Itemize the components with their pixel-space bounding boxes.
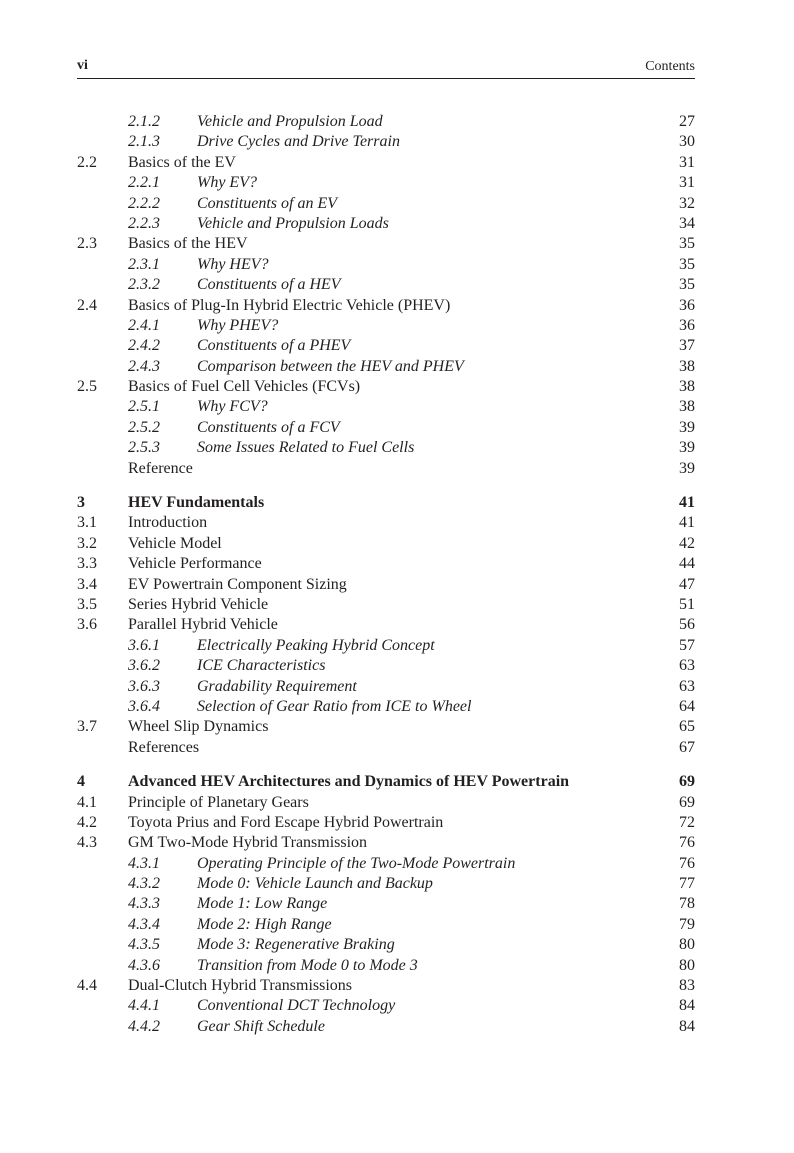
toc-subsection-entry <box>77 894 695 914</box>
entry-page-number: 36 <box>679 296 695 314</box>
running-title: Contents <box>645 59 695 74</box>
entry-title: Advanced HEV Architectures and Dynamics of HEV Powertrain <box>128 773 570 791</box>
entry-page-number: 72 <box>679 813 695 831</box>
toc-subsection-entry <box>77 438 695 458</box>
entry-title: Transition from Mode 0 to Mode 3 <box>197 956 418 974</box>
entry-title: Mode 1: Low Range <box>197 895 328 913</box>
entry-title: ICE Characteristics <box>197 657 326 675</box>
entry-title: Constituents of a PHEV <box>197 337 351 355</box>
toc-subsection-entry <box>77 275 695 295</box>
entry-number: 4.2 <box>77 813 97 831</box>
entry-page-number: 37 <box>679 337 695 355</box>
entry-number: 3.3 <box>77 555 97 573</box>
entry-page-number: 35 <box>679 235 695 253</box>
entry-title: Basics of Plug-In Hybrid Electric Vehicle (PHEV) <box>128 296 451 314</box>
entry-number: 2.2.2 <box>128 194 160 212</box>
toc-subsection-entry <box>77 1017 695 1037</box>
entry-page-number: 35 <box>679 276 695 294</box>
entry-number: 3.6.1 <box>128 636 160 654</box>
entry-number: 4.3.4 <box>128 915 160 933</box>
entry-page-number: 67 <box>679 738 695 756</box>
entry-number: 2.3.1 <box>128 255 160 273</box>
entry-page-number: 80 <box>679 956 695 974</box>
entry-number: 2.3.2 <box>128 276 160 294</box>
entry-title: Selection of Gear Ratio from ICE to Wheel <box>197 697 472 715</box>
entry-number: 2.1.3 <box>128 133 160 151</box>
entry-page-number: 76 <box>679 854 695 872</box>
entry-title: Vehicle and Propulsion Loads <box>197 214 389 232</box>
toc-section-entry <box>77 234 695 254</box>
entry-number: 2.4.2 <box>128 337 160 355</box>
entry-page-number: 83 <box>679 977 695 995</box>
entry-page-number: 42 <box>679 534 695 552</box>
toc-subsection-entry <box>77 173 695 193</box>
entry-number: 2.5.3 <box>128 439 160 457</box>
entry-title: Basics of the HEV <box>128 235 248 253</box>
toc-section-entry <box>77 153 695 173</box>
entry-page-number: 31 <box>679 174 695 192</box>
entry-title: Reference <box>128 459 193 477</box>
entry-number: 4 <box>77 773 85 791</box>
entry-title: Why FCV? <box>197 398 268 416</box>
entry-page-number: 77 <box>679 875 695 893</box>
toc-chapter-entry <box>77 493 695 513</box>
toc-subsection-entry <box>77 697 695 717</box>
entry-number: 3.6.2 <box>128 657 160 675</box>
toc-section-entry <box>77 615 695 635</box>
entry-number: 3.4 <box>77 575 97 593</box>
entry-title: Series Hybrid Vehicle <box>128 595 269 613</box>
entry-page-number: 65 <box>679 718 695 736</box>
entry-number: 2.2.1 <box>128 174 160 192</box>
entry-title: Vehicle Performance <box>128 555 262 573</box>
toc-section-entry <box>77 513 695 533</box>
toc-subsection-entry <box>77 255 695 275</box>
toc-subsection-entry <box>77 677 695 697</box>
entry-page-number: 64 <box>679 697 695 715</box>
entry-page-number: 38 <box>679 378 695 396</box>
entry-number: 2.4.1 <box>128 316 160 334</box>
entry-number: 4.3.5 <box>128 936 160 954</box>
entry-number: 2.5.1 <box>128 398 160 416</box>
entry-number: 3.6 <box>77 616 97 634</box>
running-header <box>77 58 695 79</box>
entry-title: Parallel Hybrid Vehicle <box>128 616 278 634</box>
entry-page-number: 51 <box>679 595 695 613</box>
entry-page-number: 39 <box>679 418 695 436</box>
toc-subsection-entry <box>77 316 695 336</box>
entry-page-number: 38 <box>679 398 695 416</box>
entry-title: Basics of the EV <box>128 153 236 171</box>
entry-page-number: 69 <box>679 793 695 811</box>
toc-subsection-entry <box>77 194 695 214</box>
toc-subsection-entry <box>77 397 695 417</box>
entry-number: 2.1.2 <box>128 113 160 130</box>
toc-section-entry <box>77 595 695 615</box>
entry-page-number: 27 <box>679 113 695 130</box>
entry-title: Gear Shift Schedule <box>197 1017 325 1035</box>
entry-title: Basics of Fuel Cell Vehicles (FCVs) <box>128 378 361 396</box>
entry-page-number: 41 <box>679 494 695 512</box>
entry-number: 2.3 <box>77 235 97 253</box>
entry-number: 4.4 <box>77 977 97 995</box>
toc-subsection-entry <box>77 132 695 152</box>
entry-number: 4.3.3 <box>128 895 160 913</box>
entry-title: Electrically Peaking Hybrid Concept <box>197 636 435 654</box>
toc-section-entry <box>77 833 695 853</box>
entry-title: Introduction <box>128 514 208 532</box>
toc-subsection-entry <box>77 956 695 976</box>
entry-number: 3.5 <box>77 595 97 613</box>
entry-title: Vehicle and Propulsion Load <box>197 113 383 130</box>
entry-page-number: 30 <box>679 133 695 151</box>
entry-page-number: 84 <box>679 1017 695 1035</box>
toc-subsection-entry <box>77 418 695 438</box>
entry-number: 2.2 <box>77 153 97 171</box>
entry-title: Conventional DCT Technology <box>197 997 396 1015</box>
toc-section-entry <box>77 813 695 833</box>
entry-title: Toyota Prius and Ford Escape Hybrid Powertrain <box>128 813 444 831</box>
entry-page-number: 34 <box>679 214 695 232</box>
toc-subsection-entry <box>77 336 695 356</box>
entry-page-number: 41 <box>679 514 695 532</box>
toc-section-entry <box>77 575 695 595</box>
chapter-spacer <box>77 758 695 772</box>
entry-number: 3.6.3 <box>128 677 160 695</box>
toc-subsection-entry <box>77 854 695 874</box>
entry-page-number: 32 <box>679 194 695 212</box>
entry-number: 3.6.4 <box>128 697 160 715</box>
entry-title: Mode 0: Vehicle Launch and Backup <box>197 875 433 893</box>
entry-number: 4.1 <box>77 793 97 811</box>
entry-page-number: 44 <box>679 555 695 573</box>
entry-page-number: 57 <box>679 636 695 654</box>
entry-page-number: 79 <box>679 915 695 933</box>
entry-page-number: 63 <box>679 657 695 675</box>
entry-number: 3.7 <box>77 718 97 736</box>
entry-number: 4.4.2 <box>128 1017 160 1035</box>
entry-number: 4.3 <box>77 834 97 852</box>
entry-number: 2.5 <box>77 378 97 396</box>
entry-number: 3 <box>77 494 85 512</box>
entry-title: Some Issues Related to Fuel Cells <box>197 439 415 457</box>
entry-title: Comparison between the HEV and PHEV <box>197 357 464 375</box>
entry-number: 3.1 <box>77 514 97 532</box>
entry-number: 3.2 <box>77 534 97 552</box>
entry-page-number: 84 <box>679 997 695 1015</box>
entry-title: Mode 2: High Range <box>197 915 332 933</box>
toc-subsection-entry <box>77 357 695 377</box>
toc-subsection-entry <box>77 214 695 234</box>
entry-page-number: 36 <box>679 316 695 334</box>
entry-number: 4.4.1 <box>128 997 160 1015</box>
entry-number: 4.3.1 <box>128 854 160 872</box>
toc-section-entry <box>77 296 695 316</box>
entry-title: HEV Fundamentals <box>128 494 265 512</box>
entry-page-number: 47 <box>679 575 695 593</box>
entry-number: 4.3.6 <box>128 956 160 974</box>
entry-title: GM Two-Mode Hybrid Transmission <box>128 834 368 852</box>
toc-section-entry <box>77 976 695 996</box>
toc-section-entry <box>77 554 695 574</box>
toc-section-entry <box>77 717 695 737</box>
entry-number: 2.4.3 <box>128 357 160 375</box>
entry-number: 2.5.2 <box>128 418 160 436</box>
entry-page-number: 31 <box>679 153 695 171</box>
entry-page-number: 35 <box>679 255 695 273</box>
entry-page-number: 69 <box>679 773 695 791</box>
toc-subsection-entry <box>77 112 695 132</box>
entry-title: Why HEV? <box>197 255 269 273</box>
entry-number: 2.2.3 <box>128 214 160 232</box>
toc-subsection-entry <box>77 996 695 1016</box>
entry-page-number: 39 <box>679 439 695 457</box>
page-number: vi <box>77 58 88 73</box>
toc-subsection-entry <box>77 935 695 955</box>
toc-subsection-entry <box>77 656 695 676</box>
entry-page-number: 38 <box>679 357 695 375</box>
entry-page-number: 56 <box>679 616 695 634</box>
entry-title: Principle of Planetary Gears <box>128 793 309 811</box>
entry-title: References <box>128 738 200 756</box>
entry-title: Mode 3: Regenerative Braking <box>197 936 395 954</box>
entry-title: Operating Principle of the Two-Mode Powertrain <box>197 854 516 872</box>
entry-title: Constituents of an EV <box>197 194 337 212</box>
entry-page-number: 78 <box>679 895 695 913</box>
toc-section-entry <box>77 377 695 397</box>
entry-number: 2.4 <box>77 296 97 314</box>
entry-title: Dual-Clutch Hybrid Transmissions <box>128 977 353 995</box>
entry-title: Constituents of a HEV <box>197 276 341 294</box>
entry-number: 4.3.2 <box>128 875 160 893</box>
toc-section-entry <box>77 738 695 758</box>
entry-title: Wheel Slip Dynamics <box>128 718 269 736</box>
entry-page-number: 80 <box>679 936 695 954</box>
entry-title: Constituents of a FCV <box>197 418 340 436</box>
toc-section-entry <box>77 534 695 554</box>
entry-title: Gradability Requirement <box>197 677 357 695</box>
table-of-contents <box>77 112 695 1037</box>
entry-page-number: 76 <box>679 834 695 852</box>
entry-page-number: 39 <box>679 459 695 477</box>
toc-chapter-entry <box>77 772 695 792</box>
toc-section-entry <box>77 459 695 479</box>
toc-subsection-entry <box>77 874 695 894</box>
toc-subsection-entry <box>77 915 695 935</box>
chapter-spacer <box>77 479 695 493</box>
entry-title: Why EV? <box>197 174 257 192</box>
toc-section-entry <box>77 793 695 813</box>
entry-title: Vehicle Model <box>128 534 222 552</box>
entry-title: EV Powertrain Component Sizing <box>128 575 347 593</box>
entry-title: Why PHEV? <box>197 316 279 334</box>
entry-page-number: 63 <box>679 677 695 695</box>
toc-subsection-entry <box>77 636 695 656</box>
entry-title: Drive Cycles and Drive Terrain <box>197 133 400 151</box>
